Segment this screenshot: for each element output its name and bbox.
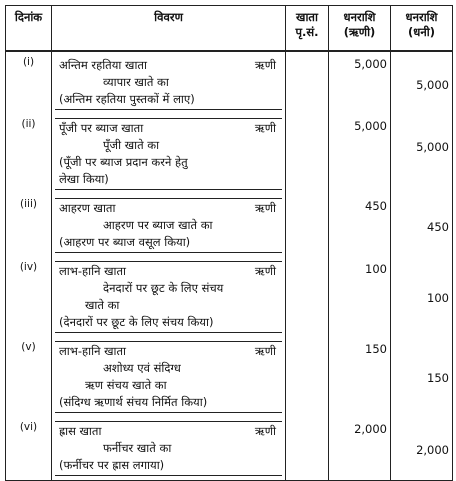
entry-particulars — [52, 257, 286, 337]
debit-amount: 150 — [329, 337, 391, 417]
credit-amount-value: 5,000 — [416, 78, 449, 92]
header-date: दिनांक — [6, 6, 52, 52]
dr-tag: ऋणी — [254, 264, 276, 278]
header-credit: धनराशि (धनी) — [391, 6, 453, 52]
credit-amount — [391, 51, 453, 114]
narration-line: (संदिग्ध ऋणार्थ संचय निर्मित किया) — [59, 395, 208, 409]
entry-box — [55, 341, 282, 413]
debit-account: पूँजी पर ब्याज खाता — [59, 121, 144, 135]
narration-line: (देनदारों पर छूट के लिए संचय किया) — [59, 315, 214, 329]
entry-lf — [286, 417, 329, 481]
entry-box — [55, 261, 282, 333]
entry-number: (i) — [6, 51, 52, 114]
entry-particulars — [52, 417, 286, 481]
credit-amount-value: 450 — [427, 220, 449, 234]
debit-account: लाभ-हानि खाता — [59, 264, 127, 278]
narration-line: (आहरण पर ब्याज वसूल किया) — [59, 235, 191, 249]
debit-amount: 5,000 — [329, 114, 391, 194]
credit-amount — [391, 194, 453, 257]
credit-amount-value: 150 — [427, 371, 449, 385]
credit-account-line: अशोध्य एवं संदिग्ध — [103, 361, 181, 375]
entry-particulars — [52, 114, 286, 194]
credit-account-line: व्यापार खाते का — [103, 75, 169, 89]
journal-body — [6, 51, 453, 481]
header-particulars: विवरण — [52, 6, 286, 52]
credit-spacer — [394, 116, 449, 139]
narration-line: (पूँजी पर ब्याज प्रदान करने हेतु — [59, 155, 188, 169]
credit-spacer — [394, 259, 449, 290]
dr-tag: ऋणी — [254, 121, 276, 135]
narration-line: लेखा किया) — [59, 172, 109, 186]
debit-account: ह्रास खाता — [59, 424, 102, 438]
debit-amount: 2,000 — [329, 417, 391, 481]
entry-particulars — [52, 194, 286, 257]
entry-box — [55, 421, 282, 476]
entry-lf — [286, 194, 329, 257]
narration-line: (फर्नीचर पर ह्रास लगाया) — [59, 458, 165, 472]
journal-table — [5, 5, 453, 481]
debit-account: अन्तिम रहतिया खाता — [59, 58, 147, 72]
credit-account-line: आहरण पर ब्याज खाते का — [103, 218, 213, 232]
debit-amount: 5,000 — [329, 51, 391, 114]
entry-particulars — [52, 51, 286, 114]
dr-tag: ऋणी — [254, 58, 276, 72]
credit-spacer — [394, 196, 449, 219]
credit-amount-value: 100 — [427, 291, 449, 305]
journal-entry-row — [6, 51, 453, 114]
dr-tag: ऋणी — [254, 201, 276, 215]
credit-spacer — [394, 54, 449, 77]
credit-amount-value: 2,000 — [416, 443, 449, 457]
credit-amount — [391, 114, 453, 194]
credit-account-line: फर्नीचर खाते का — [103, 441, 172, 455]
entry-lf — [286, 114, 329, 194]
credit-spacer — [394, 419, 449, 442]
entry-lf — [286, 337, 329, 417]
credit-amount-value: 5,000 — [416, 140, 449, 154]
entry-number: (iv) — [6, 257, 52, 337]
credit-spacer — [394, 339, 449, 370]
journal-entry-row — [6, 337, 453, 417]
entry-box — [55, 198, 282, 253]
credit-account-line: पूँजी खाते का — [103, 138, 160, 152]
entry-number: (ii) — [6, 114, 52, 194]
credit-amount — [391, 337, 453, 417]
entry-box — [55, 56, 282, 110]
debit-amount: 450 — [329, 194, 391, 257]
entry-number: (iii) — [6, 194, 52, 257]
dr-tag: ऋणी — [254, 344, 276, 358]
narration-line: (अन्तिम रहतिया पुस्तकों में लाए) — [59, 92, 195, 106]
entry-particulars — [52, 337, 286, 417]
journal-entry-row — [6, 257, 453, 337]
journal-entry-row — [6, 417, 453, 481]
dr-tag: ऋणी — [254, 424, 276, 438]
journal-entry-row — [6, 194, 453, 257]
entry-number: (vi) — [6, 417, 52, 481]
entry-lf — [286, 257, 329, 337]
credit-account-line: देनदारों पर छूट के लिए संचय — [103, 281, 224, 295]
debit-amount: 100 — [329, 257, 391, 337]
entry-box — [55, 118, 282, 190]
credit-amount — [391, 257, 453, 337]
credit-account-line: खाते का — [85, 298, 120, 312]
entry-number: (v) — [6, 337, 52, 417]
credit-account-line: ऋण संचय खाते का — [85, 378, 167, 392]
entry-lf — [286, 51, 329, 114]
journal-entry-row — [6, 114, 453, 194]
header-row — [6, 6, 453, 52]
credit-amount — [391, 417, 453, 481]
debit-account: लाभ-हानि खाता — [59, 344, 127, 358]
debit-account: आहरण खाता — [59, 201, 116, 215]
header-debit: धनराशि (ऋणी) — [329, 6, 391, 52]
header-lf: खाता पृ.सं. — [286, 6, 329, 52]
